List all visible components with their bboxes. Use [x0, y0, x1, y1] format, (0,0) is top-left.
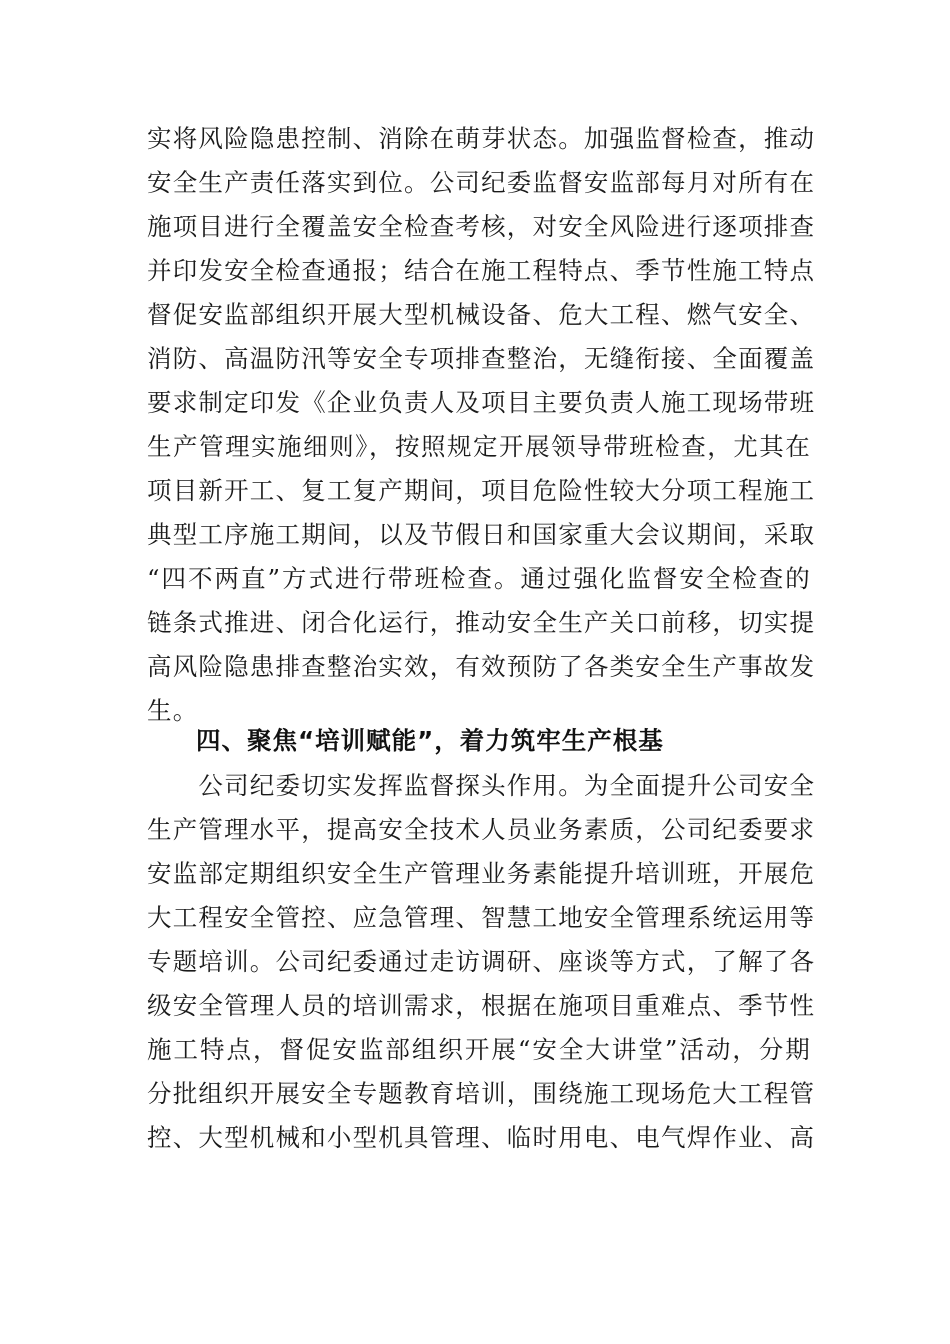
- text-line: 安全生产责任落实到位。公司纪委监督安监部每月对所有在: [147, 168, 816, 197]
- text-line: 施项目进行全覆盖安全检查考核，对安全风险进行逐项排查: [147, 212, 816, 241]
- paragraph-training: [147, 764, 816, 1160]
- text-line: 大工程安全管控、应急管理、智慧工地安全管理系统运用等: [147, 903, 816, 932]
- text-line: 实将风险隐患控制、消除在萌芽状态。加强监督检查，推动: [147, 124, 816, 153]
- text-line: 链条式推进、闭合化运行，推动安全生产关口前移，切实提: [147, 608, 816, 637]
- paragraph-risk-inspection: [147, 117, 816, 733]
- text-line: 生。: [147, 696, 199, 725]
- text-line: 典型工序施工期间，以及节假日和国家重大会议期间，采取: [147, 520, 816, 549]
- text-line: 消防、高温防汛等安全专项排查整治，无缝衔接、全面覆盖: [147, 344, 816, 373]
- text-line: 生产管理实施细则》，按照规定开展领导带班检查，尤其在: [147, 432, 811, 461]
- text-line: 级安全管理人员的培训需求，根据在施项目重难点、季节性: [147, 991, 816, 1020]
- section-heading: 四、聚焦“培训赋能”，着力筑牢生产根基: [196, 726, 664, 755]
- text-line: 督促安监部组织开展大型机械设备、危大工程、燃气安全、: [147, 300, 816, 329]
- text-line: 施工特点，督促安监部组织开展“安全大讲堂”活动，分期: [147, 1035, 811, 1064]
- text-line: 分批组织开展安全专题教育培训，围绕施工现场危大工程管: [147, 1079, 816, 1108]
- text-line: 生产管理水平，提高安全技术人员业务素质，公司纪委要求: [147, 815, 816, 844]
- text-line: 并印发安全检查通报；结合在施工程特点、季节性施工特点: [147, 256, 816, 285]
- text-line: 要求制定印发《企业负责人及项目主要负责人施工现场带班: [147, 388, 816, 417]
- text-line: “四不两直”方式进行带班检查。通过强化监督安全检查的: [147, 564, 811, 593]
- text-line: 公司纪委切实发挥监督探头作用。为全面提升公司安全: [147, 771, 816, 800]
- text-line: 高风险隐患排查整治实效，有效预防了各类安全生产事故发: [147, 652, 816, 681]
- text-line: 控、大型机械和小型机具管理、临时用电、电气焊作业、高: [147, 1123, 816, 1152]
- text-line: 安监部定期组织安全生产管理业务素能提升培训班，开展危: [147, 859, 816, 888]
- text-line: 专题培训。公司纪委通过走访调研、座谈等方式，了解了各: [147, 947, 816, 976]
- text-line: 项目新开工、复工复产期间，项目危险性较大分项工程施工: [147, 476, 816, 505]
